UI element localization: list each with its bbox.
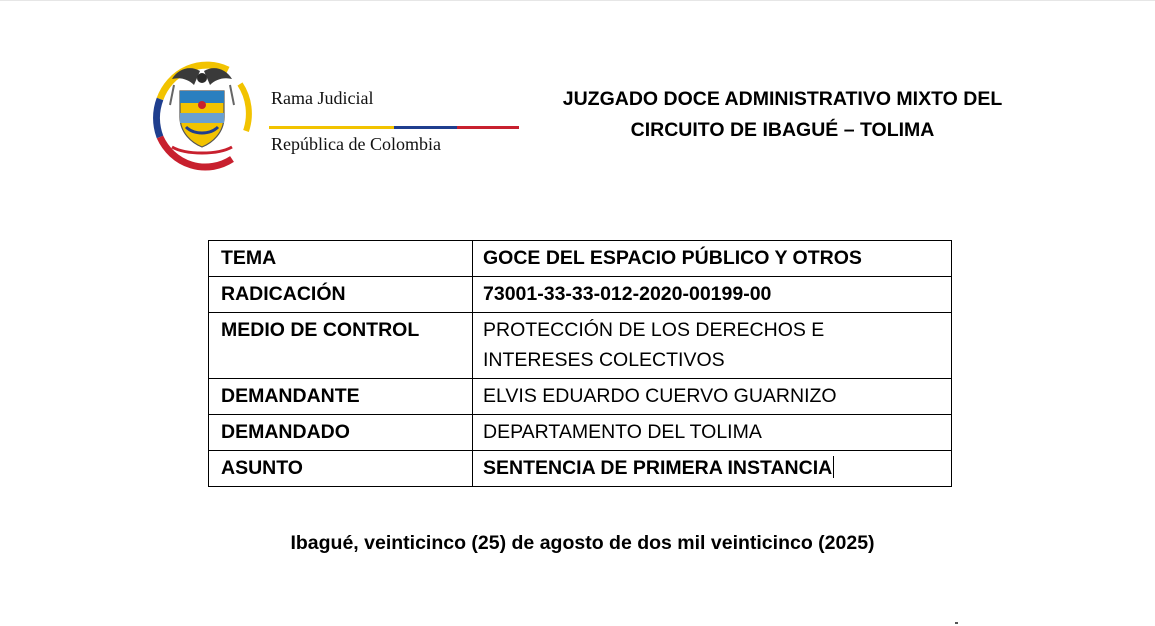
table-row bbox=[209, 313, 952, 379]
date-line: Ibagué, veinticinco (25) de agosto de dos mil veinticinco (2025) bbox=[290, 532, 875, 554]
top-divider bbox=[0, 0, 1155, 1]
row-value-radicacion: 73001-33-33-012-2020-00199-00 bbox=[473, 277, 952, 313]
brand-rama-judicial: Rama Judicial bbox=[271, 88, 374, 108]
row-value-demandado: DEPARTAMENTO DEL TOLIMA bbox=[473, 415, 952, 451]
row-label-demandado: DEMANDADO bbox=[209, 415, 473, 451]
row-label-medio-de-control: MEDIO DE CONTROL bbox=[209, 313, 473, 379]
court-title-line-2: CIRCUITO DE IBAGUÉ – TOLIMA bbox=[630, 119, 935, 141]
row-label-asunto: ASUNTO bbox=[209, 451, 473, 487]
row-label-demandante: DEMANDANTE bbox=[209, 379, 473, 415]
flag-colors-line bbox=[269, 126, 519, 129]
row-value-tema: GOCE DEL ESPACIO PÚBLICO Y OTROS bbox=[473, 241, 952, 277]
row-label-tema: TEMA bbox=[209, 241, 473, 277]
case-info-table bbox=[208, 240, 952, 487]
table-row bbox=[209, 451, 952, 487]
row-value-demandante: ELVIS EDUARDO CUERVO GUARNIZO bbox=[473, 379, 952, 415]
table-row bbox=[209, 241, 952, 277]
row-value-asunto: SENTENCIA DE PRIMERA INSTANCIA bbox=[483, 457, 833, 479]
page-speck bbox=[955, 622, 958, 624]
row-value-asunto-cell[interactable] bbox=[473, 451, 952, 487]
table-row bbox=[209, 379, 952, 415]
brand-republica-de-colombia: República de Colombia bbox=[271, 134, 441, 154]
text-cursor bbox=[833, 456, 834, 478]
court-title-line-1: JUZGADO DOCE ADMINISTRATIVO MIXTO DEL bbox=[562, 88, 1003, 110]
row-label-radicacion: RADICACIÓN bbox=[209, 277, 473, 313]
table-row bbox=[209, 277, 952, 313]
court-title bbox=[545, 84, 1020, 146]
table-row bbox=[209, 415, 952, 451]
coat-of-arms-logo bbox=[150, 57, 254, 173]
row-value-medio-de-control: PROTECCIÓN DE LOS DERECHOS E INTERESES COLECTIVOS bbox=[473, 313, 952, 379]
